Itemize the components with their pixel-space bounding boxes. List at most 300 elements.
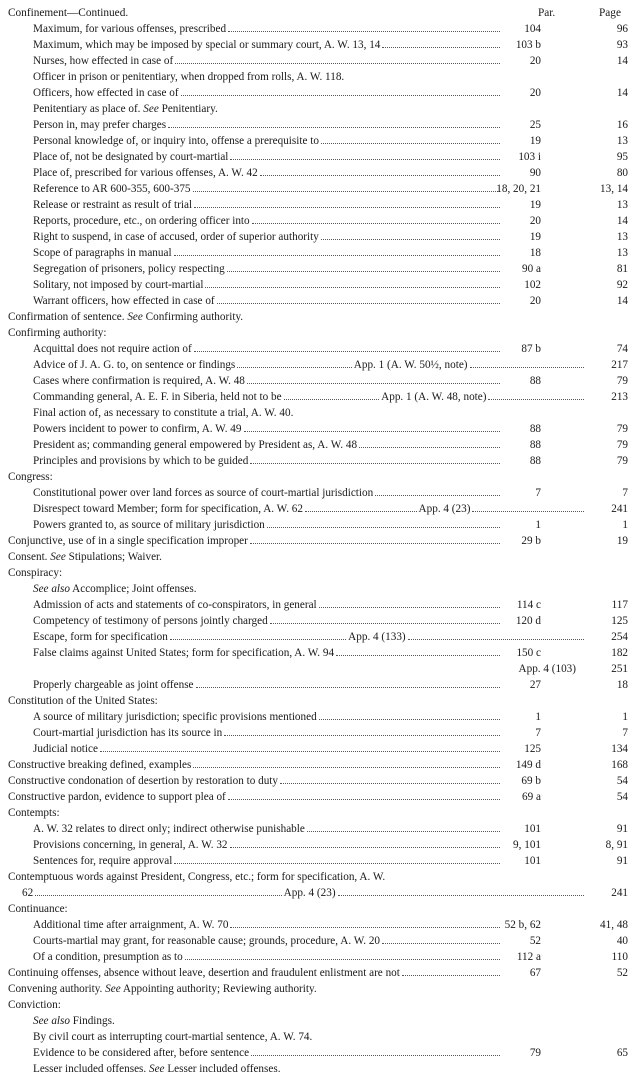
entry-label: Officer in prison or penitentiary, when dropped from rolls, A. W. 118.	[33, 71, 345, 83]
index-entry	[0, 613, 640, 629]
paragraph-number: 69 b	[521, 775, 541, 787]
entry-label: Conviction:	[8, 999, 61, 1011]
page-number: 117	[611, 599, 628, 611]
entry-label: Continuance:	[8, 903, 68, 915]
see-target: Accomplice; Joint offenses.	[72, 583, 197, 595]
leader-dots	[228, 799, 500, 800]
appendix-reference: App. 1 (A. W. 48, note)	[381, 391, 487, 403]
entry-text	[33, 389, 586, 405]
entry-text	[33, 341, 502, 357]
index-entry	[0, 277, 640, 293]
see-reference: See	[143, 103, 159, 115]
paragraph-number: 19	[529, 231, 541, 243]
paragraph-number: 7	[535, 487, 541, 499]
index-entry	[0, 549, 640, 565]
leader-dots	[217, 303, 500, 304]
leader-dots	[260, 175, 500, 176]
index-entry	[0, 645, 640, 661]
page-number: 213	[611, 391, 628, 403]
index-entry	[0, 997, 640, 1013]
leader-dots	[488, 399, 584, 400]
entry-label: Place of, prescribed for various offenses, A. W. 42	[33, 167, 258, 179]
entry-text	[33, 517, 502, 533]
index-entry	[0, 725, 640, 741]
index-entry	[0, 437, 640, 453]
paragraph-number: 88	[529, 423, 541, 435]
entry-label: Constitutional power over land forces as source of court-martial jurisdiction	[33, 487, 374, 499]
entry-label: Competency of testimony of persons jointly charged	[33, 615, 268, 627]
entry-label: Release or restraint as result of trial	[33, 199, 193, 211]
leader-dots	[270, 623, 500, 624]
entry-text	[33, 229, 502, 245]
entry-label: Solitary, not imposed by court-martial	[33, 279, 204, 291]
see-reference: See	[127, 311, 143, 323]
entry-label: Escape, form for specification	[33, 631, 168, 643]
paragraph-number: 9, 101	[513, 839, 541, 851]
page-number: 41, 48	[600, 919, 628, 931]
index-entry	[0, 709, 640, 725]
entry-text	[8, 997, 620, 1013]
index-entries	[0, 21, 640, 1077]
leader-dots	[174, 863, 500, 864]
index-entry	[0, 181, 640, 197]
entry-text	[8, 469, 620, 485]
see-reference: See	[105, 983, 121, 995]
index-entry	[0, 517, 640, 533]
entry-text	[33, 277, 502, 293]
entry-text	[8, 693, 620, 709]
page-number: 54	[616, 775, 628, 787]
entry-text	[33, 421, 502, 437]
page-number: 241	[611, 887, 628, 899]
paragraph-number: 102	[524, 279, 541, 291]
page-number: 1	[622, 711, 628, 723]
page-number: 14	[616, 295, 628, 307]
paragraph-number: 90 a	[522, 263, 541, 275]
page-number: 217	[611, 359, 628, 371]
appendix-reference: App. 4 (23)	[283, 887, 336, 899]
index-entry	[0, 821, 640, 837]
entry-text	[33, 133, 502, 149]
paragraph-number: 79	[529, 1047, 541, 1059]
leader-dots	[382, 943, 500, 944]
leader-dots	[280, 783, 500, 784]
paragraph-number: 19	[529, 135, 541, 147]
page-number: 79	[616, 423, 628, 435]
paragraph-number: 112 a	[516, 951, 541, 963]
entry-label: Convening authority. See Appointing authority; Reviewing authority.	[8, 983, 317, 995]
leader-dots	[247, 383, 500, 384]
leader-dots	[284, 399, 380, 400]
entry-label: Properly chargeable as joint offense	[33, 679, 194, 691]
page-column-header: Page	[599, 7, 621, 19]
page-number: 241	[611, 503, 628, 515]
entry-label: President as; commanding general empowered by President as, A. W. 48	[33, 439, 358, 451]
index-entry	[0, 741, 640, 757]
entry-label: Constitution of the United States:	[8, 695, 158, 707]
entry-label: Confirmation of sentence. See Confirming authority.	[8, 311, 244, 323]
entry-text	[8, 309, 620, 325]
entry-text	[33, 821, 502, 837]
entry-text	[8, 549, 620, 565]
page-number: 125	[611, 615, 628, 627]
entry-label: Of a condition, presumption as to	[33, 951, 183, 963]
index-entry	[0, 789, 640, 805]
page-number: 92	[616, 279, 628, 291]
entry-label: Advice of J. A. G. to, on sentence or findings	[33, 359, 236, 371]
entry-label	[33, 581, 197, 597]
entry-text	[33, 405, 620, 421]
page-number: 96	[616, 23, 628, 35]
index-entry	[0, 325, 640, 341]
entry-label: Contempts:	[8, 807, 60, 819]
page-number: 91	[616, 823, 628, 835]
page-number: 254	[611, 631, 628, 643]
entry-label: Evidence to be considered after, before sentence	[33, 1047, 250, 1059]
page-number: 7	[622, 487, 628, 499]
index-entry	[0, 373, 640, 389]
leader-dots	[408, 639, 584, 640]
entry-label: A. W. 32 relates to direct only; indirect otherwise punishable	[33, 823, 305, 835]
entry-text	[8, 757, 502, 773]
see-reference: See also	[33, 1015, 70, 1027]
page-number: 13	[616, 247, 628, 259]
paragraph-number: 103 i	[518, 151, 541, 163]
par-column-header: Par.	[538, 7, 556, 19]
entry-text	[33, 149, 502, 165]
entry-text	[33, 21, 502, 37]
index-entry	[0, 389, 640, 405]
entry-text	[33, 101, 620, 117]
index-entry	[0, 293, 640, 309]
page-number: 74	[616, 343, 628, 355]
leader-dots	[196, 687, 500, 688]
entry-text	[33, 245, 502, 261]
entry-text	[33, 357, 586, 373]
leader-dots	[359, 447, 500, 448]
entry-label: Conjunctive, use of in a single specification improper	[8, 535, 248, 547]
entry-label: Cases where confirmation is required, A. W. 48	[33, 375, 245, 387]
entry-text	[8, 869, 620, 885]
index-entry	[0, 837, 640, 853]
entry-label: Conspiracy:	[8, 567, 63, 579]
entry-text	[8, 805, 620, 821]
index-entry	[0, 917, 640, 933]
entry-text	[8, 773, 502, 789]
entry-label: Final action of, as necessary to constitute a trial, A. W. 40.	[33, 407, 294, 419]
entry-text	[8, 965, 502, 981]
page-number: 13	[616, 135, 628, 147]
entry-label: Courts-martial may grant, for reasonable cause; grounds, procedure, A. W. 20	[33, 935, 381, 947]
entry-label: Nurses, how effected in case of	[33, 55, 174, 67]
page-number: 13	[616, 199, 628, 211]
entry-text	[33, 485, 502, 501]
leader-dots	[338, 895, 584, 896]
see-target: Confirming authority.	[145, 311, 244, 323]
paragraph-number: 20	[529, 87, 541, 99]
leader-dots	[230, 927, 500, 928]
entry-label: By civil court as interrupting court-martial sentence, A. W. 74.	[33, 1031, 313, 1043]
page-number: 14	[616, 55, 628, 67]
leader-dots	[252, 223, 500, 224]
index-entry	[0, 245, 640, 261]
paragraph-number: 69 a	[522, 791, 541, 803]
entry-text	[8, 565, 620, 581]
entry-text	[8, 981, 620, 997]
entry-label: 62	[22, 887, 34, 899]
entry-label: Warrant officers, how effected in case of	[33, 295, 215, 307]
entry-text	[22, 885, 586, 901]
paragraph-number: 101	[524, 855, 541, 867]
index-entry	[0, 213, 640, 229]
entry-label: Powers incident to power to confirm, A. W. 49	[33, 423, 242, 435]
entry-label: Penitentiary as place of. See Penitentiary.	[33, 103, 218, 115]
entry-label: Reference to AR 600-355, 600-375	[33, 183, 191, 195]
index-entry	[0, 485, 640, 501]
entry-text	[33, 661, 586, 677]
index-entry	[0, 405, 640, 421]
paragraph-number: 29 b	[521, 535, 541, 547]
entry-text	[33, 37, 502, 53]
index-entry	[0, 469, 640, 485]
index-entry	[0, 677, 640, 693]
index-entry	[0, 357, 640, 373]
leader-dots	[194, 207, 500, 208]
entry-text	[33, 949, 502, 965]
leader-dots	[321, 143, 500, 144]
index-entry	[0, 661, 640, 677]
index-entry	[0, 597, 640, 613]
index-entry	[0, 69, 640, 85]
entry-label: Right to suspend, in case of accused, order of superior authority	[33, 231, 319, 243]
entry-text	[8, 901, 620, 917]
index-entry	[0, 421, 640, 437]
paragraph-number: 19	[529, 199, 541, 211]
leader-dots	[35, 895, 281, 896]
entry-text	[33, 85, 502, 101]
index-entry	[0, 133, 640, 149]
entry-text	[33, 437, 502, 453]
page-number: 93	[616, 39, 628, 51]
entry-label: Court-martial jurisdiction has its source in	[33, 727, 223, 739]
leader-dots	[193, 191, 500, 192]
index-entry	[0, 933, 640, 949]
entry-text	[33, 725, 502, 741]
paragraph-number: 101	[524, 823, 541, 835]
index-entry	[0, 501, 640, 517]
paragraph-number: 88	[529, 375, 541, 387]
index-entry	[0, 117, 640, 133]
entry-text	[33, 677, 502, 693]
index-entry	[0, 197, 640, 213]
entry-text	[33, 53, 502, 69]
entry-label: Maximum, which may be imposed by special or summary court, A. W. 13, 14	[33, 39, 381, 51]
entry-text	[33, 709, 502, 725]
page-number: 1	[622, 519, 628, 531]
entry-text	[33, 917, 502, 933]
entry-text	[33, 933, 502, 949]
leader-dots	[250, 463, 500, 464]
entry-text	[33, 293, 502, 309]
paragraph-number: 90	[529, 167, 541, 179]
entry-label: Lesser included offenses. See Lesser included offenses.	[33, 1063, 281, 1075]
paragraph-number: 88	[529, 439, 541, 451]
entry-label: Acquittal does not require action of	[33, 343, 192, 355]
paragraph-number: 27	[529, 679, 541, 691]
entry-label: Officers, how effected in case of	[33, 87, 179, 99]
page-number: 14	[616, 215, 628, 227]
index-entry	[0, 981, 640, 997]
see-target: Lesser included offenses.	[167, 1063, 281, 1075]
index-entry	[0, 693, 640, 709]
entry-text	[33, 1061, 620, 1077]
entry-text	[33, 165, 502, 181]
entry-label: Reports, procedure, etc., on ordering officer into	[33, 215, 250, 227]
index-entry	[0, 1045, 640, 1061]
entry-text	[33, 501, 586, 517]
page-number: 13	[616, 231, 628, 243]
entry-label: Confirming authority:	[8, 327, 107, 339]
index-entry	[0, 565, 640, 581]
entry-text	[33, 613, 502, 629]
entry-label: Continuing offenses, absence without leave, desertion and fraudulent enlistment are not	[8, 967, 400, 979]
entry-text	[8, 533, 502, 549]
paragraph-number: 18	[529, 247, 541, 259]
entry-text	[33, 117, 502, 133]
index-entry	[0, 149, 640, 165]
appendix-reference: App. 4 (103)	[518, 663, 576, 675]
entry-text	[33, 581, 620, 597]
page-number: 18	[616, 679, 628, 691]
leader-dots	[224, 735, 500, 736]
entry-label: Constructive pardon, evidence to support plea of	[8, 791, 226, 803]
entry-text	[33, 1013, 620, 1029]
entry-label: Segregation of prisoners, policy respecting	[33, 263, 225, 275]
see-target: Appointing authority; Reviewing authority.	[122, 983, 317, 995]
entry-text	[33, 373, 502, 389]
leader-dots	[472, 511, 584, 512]
leader-dots	[194, 351, 500, 352]
leader-dots	[382, 47, 500, 48]
leader-dots	[170, 639, 346, 640]
page-number: 8, 91	[605, 839, 628, 851]
leader-dots	[230, 847, 500, 848]
entry-label: Constructive breaking defined, examples	[8, 759, 192, 771]
entry-label: Disrespect toward Member; form for specification, A. W. 62	[33, 503, 303, 515]
index-entry	[0, 885, 640, 901]
entry-label: A source of military jurisdiction; specific provisions mentioned	[33, 711, 317, 723]
paragraph-number: 1	[535, 519, 541, 531]
continued-heading: Confinement—Continued.	[8, 7, 129, 19]
page-number: 65	[616, 1047, 628, 1059]
leader-dots	[175, 63, 500, 64]
index-entry	[0, 1029, 640, 1045]
index-entry	[0, 53, 640, 69]
entry-label: Congress:	[8, 471, 53, 483]
appendix-reference: App. 4 (133)	[348, 631, 406, 643]
entry-label: Judicial notice	[33, 743, 98, 755]
leader-dots	[305, 511, 417, 512]
leader-dots	[237, 367, 352, 368]
index-entry	[0, 165, 640, 181]
leader-dots	[227, 271, 500, 272]
paragraph-number: 104	[524, 23, 541, 35]
leader-dots	[402, 975, 500, 976]
page-number: 40	[616, 935, 628, 947]
paragraph-number: 125	[524, 743, 541, 755]
index-entry	[0, 261, 640, 277]
entry-text	[33, 597, 502, 613]
page-number: 79	[616, 375, 628, 387]
entry-label: Contemptuous words against President, Congress, etc.; form for specification, A. W.	[8, 871, 386, 883]
see-reference: See	[50, 551, 66, 563]
index-entry	[0, 965, 640, 981]
leader-dots	[168, 127, 500, 128]
leader-dots	[251, 1055, 500, 1056]
paragraph-number: 103 b	[515, 39, 541, 51]
leader-dots	[319, 719, 500, 720]
index-entry	[0, 309, 640, 325]
paragraph-number: 7	[535, 727, 541, 739]
entry-label: False claims against United States; form for specification, A. W. 94	[33, 647, 335, 659]
leader-dots	[336, 655, 500, 656]
entry-label: Additional time after arraignment, A. W. 70	[33, 919, 229, 931]
entry-text	[33, 853, 502, 869]
index-entry	[0, 21, 640, 37]
paragraph-number: 67	[529, 967, 541, 979]
entry-label	[33, 1013, 115, 1029]
index-entry	[0, 229, 640, 245]
paragraph-number: 87 b	[521, 343, 541, 355]
leader-dots	[307, 831, 500, 832]
index-entry	[0, 949, 640, 965]
entry-label: Personal knowledge of, or inquiry into, offense a prerequisite to	[33, 135, 319, 147]
paragraph-number: 20	[529, 295, 541, 307]
paragraph-number: 150 c	[516, 647, 541, 659]
paragraph-number: 149 d	[515, 759, 541, 771]
index-entry	[0, 1013, 640, 1029]
leader-dots	[205, 287, 500, 288]
page-number: 16	[616, 119, 628, 131]
page-number: 13, 14	[600, 183, 628, 195]
index-header	[0, 6, 640, 21]
entry-text	[33, 1045, 502, 1061]
index-entry	[0, 1061, 640, 1077]
paragraph-number: 88	[529, 455, 541, 467]
page-number: 110	[611, 951, 628, 963]
page-number: 182	[611, 647, 628, 659]
index-entry	[0, 901, 640, 917]
paragraph-number: 25	[529, 119, 541, 131]
see-target: Stipulations; Waiver.	[68, 551, 162, 563]
leader-dots	[181, 95, 500, 96]
entry-text	[33, 741, 502, 757]
entry-label: Admission of acts and statements of co-conspirators, in general	[33, 599, 317, 611]
entry-label: Provisions concerning, in general, A. W. 32	[33, 839, 228, 851]
leader-dots	[267, 527, 500, 528]
entry-text	[33, 261, 502, 277]
leader-dots	[100, 751, 500, 752]
page-number: 91	[616, 855, 628, 867]
entry-text	[33, 453, 502, 469]
entry-label: Maximum, for various offenses, prescribed	[33, 23, 227, 35]
entry-label: Consent. See Stipulations; Waiver.	[8, 551, 162, 563]
page-number: 7	[622, 727, 628, 739]
see-reference: See	[148, 1063, 165, 1075]
paragraph-number: 1	[535, 711, 541, 723]
index-entry	[0, 581, 640, 597]
entry-text	[33, 645, 502, 661]
